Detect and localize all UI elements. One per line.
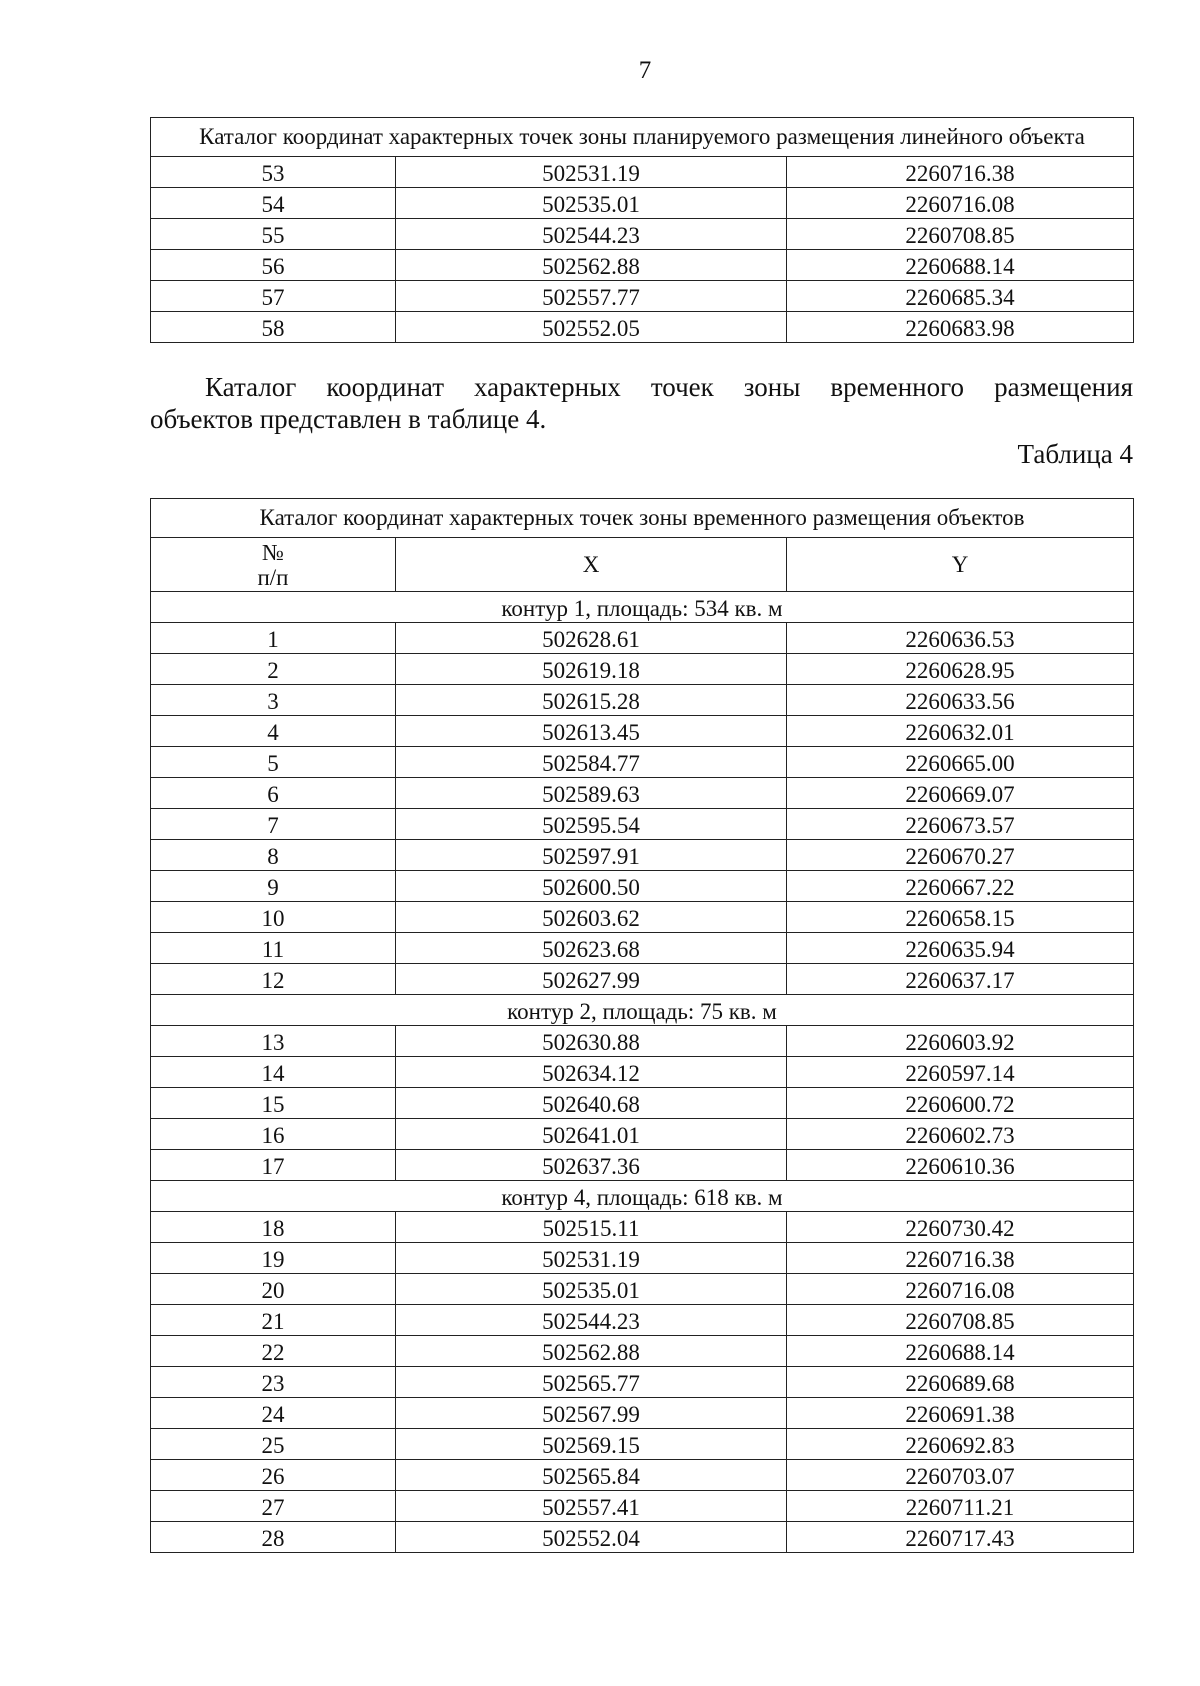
table-row (151, 1429, 1134, 1460)
x-coordinate-cell: 502531.19 (396, 1243, 787, 1274)
y-coordinate-cell: 2260688.14 (787, 1336, 1134, 1367)
table-row (151, 902, 1134, 933)
x-coordinate-cell: 502615.28 (396, 685, 787, 716)
y-coordinate-cell: 2260716.08 (787, 188, 1134, 219)
x-coordinate-cell: 502552.04 (396, 1522, 787, 1553)
table-caption-row (151, 118, 1134, 157)
point-number-cell: 53 (151, 157, 396, 188)
table-row (151, 840, 1134, 871)
y-coordinate-cell: 2260692.83 (787, 1429, 1134, 1460)
point-number-cell: 57 (151, 281, 396, 312)
x-coordinate-cell: 502627.99 (396, 964, 787, 995)
table-row (151, 219, 1134, 250)
point-number-cell: 5 (151, 747, 396, 778)
page-number: 7 (638, 57, 652, 84)
point-number-cell: 10 (151, 902, 396, 933)
y-coordinate-cell: 2260670.27 (787, 840, 1134, 871)
contour-label: контур 4, площадь: 618 кв. м (151, 1181, 1134, 1212)
x-coordinate-cell: 502640.68 (396, 1088, 787, 1119)
y-coordinate-cell: 2260602.73 (787, 1119, 1134, 1150)
table-row (151, 250, 1134, 281)
body-paragraph (150, 371, 1133, 435)
y-coordinate-cell: 2260603.92 (787, 1026, 1134, 1057)
point-number-cell: 26 (151, 1460, 396, 1491)
x-coordinate-cell: 502567.99 (396, 1398, 787, 1429)
x-coordinate-cell: 502569.15 (396, 1429, 787, 1460)
y-coordinate-cell: 2260673.57 (787, 809, 1134, 840)
table-row (151, 1522, 1134, 1553)
table-row (151, 1398, 1134, 1429)
x-coordinate-cell: 502535.01 (396, 1274, 787, 1305)
point-number-cell: 28 (151, 1522, 396, 1553)
y-coordinate-cell: 2260716.08 (787, 1274, 1134, 1305)
x-coordinate-cell: 502562.88 (396, 250, 787, 281)
y-coordinate-cell: 2260711.21 (787, 1491, 1134, 1522)
x-coordinate-cell: 502557.41 (396, 1491, 787, 1522)
table-row (151, 1057, 1134, 1088)
table-row (151, 1336, 1134, 1367)
y-coordinate-cell: 2260691.38 (787, 1398, 1134, 1429)
table-row (151, 188, 1134, 219)
y-coordinate-cell: 2260703.07 (787, 1460, 1134, 1491)
header-x: X (396, 538, 787, 592)
contour-header-row (151, 592, 1134, 623)
contour-header-row (151, 1181, 1134, 1212)
table-row (151, 1305, 1134, 1336)
table-row (151, 1274, 1134, 1305)
y-coordinate-cell: 2260658.15 (787, 902, 1134, 933)
header-number-sign: № (262, 539, 284, 565)
y-coordinate-cell: 2260628.95 (787, 654, 1134, 685)
x-coordinate-cell: 502535.01 (396, 188, 787, 219)
point-number-cell: 24 (151, 1398, 396, 1429)
y-coordinate-cell: 2260636.53 (787, 623, 1134, 654)
y-coordinate-cell: 2260610.36 (787, 1150, 1134, 1181)
point-number-cell: 6 (151, 778, 396, 809)
point-number-cell: 58 (151, 312, 396, 343)
point-number-cell: 18 (151, 1212, 396, 1243)
x-coordinate-cell: 502552.05 (396, 312, 787, 343)
coordinate-table-4 (150, 498, 1134, 1553)
x-coordinate-cell: 502565.84 (396, 1460, 787, 1491)
table-row (151, 778, 1134, 809)
header-number (151, 538, 396, 592)
table-row (151, 157, 1134, 188)
y-coordinate-cell: 2260667.22 (787, 871, 1134, 902)
table-caption: Каталог координат характерных точек зоны временного размещения объектов (151, 499, 1134, 538)
point-number-cell: 13 (151, 1026, 396, 1057)
table-header-row (151, 538, 1134, 592)
y-coordinate-cell: 2260689.68 (787, 1367, 1134, 1398)
paragraph-line-1: Каталог координат характерных точек зоны временного размещения (205, 372, 1133, 402)
point-number-cell: 9 (151, 871, 396, 902)
x-coordinate-cell: 502565.77 (396, 1367, 787, 1398)
x-coordinate-cell: 502628.61 (396, 623, 787, 654)
table-row (151, 1026, 1134, 1057)
y-coordinate-cell: 2260633.56 (787, 685, 1134, 716)
table-row (151, 1212, 1134, 1243)
x-coordinate-cell: 502619.18 (396, 654, 787, 685)
contour-label: контур 2, площадь: 75 кв. м (151, 995, 1134, 1026)
y-coordinate-cell: 2260708.85 (787, 1305, 1134, 1336)
table-row (151, 933, 1134, 964)
y-coordinate-cell: 2260669.07 (787, 778, 1134, 809)
coordinate-table-continued (150, 117, 1134, 343)
point-number-cell: 12 (151, 964, 396, 995)
table-row (151, 747, 1134, 778)
x-coordinate-cell: 502630.88 (396, 1026, 787, 1057)
table-row (151, 1088, 1134, 1119)
y-coordinate-cell: 2260597.14 (787, 1057, 1134, 1088)
x-coordinate-cell: 502584.77 (396, 747, 787, 778)
point-number-cell: 20 (151, 1274, 396, 1305)
point-number-cell: 54 (151, 188, 396, 219)
table-row (151, 1243, 1134, 1274)
x-coordinate-cell: 502634.12 (396, 1057, 787, 1088)
point-number-cell: 56 (151, 250, 396, 281)
contour-header-row (151, 995, 1134, 1026)
point-number-cell: 25 (151, 1429, 396, 1460)
table-row (151, 281, 1134, 312)
y-coordinate-cell: 2260716.38 (787, 1243, 1134, 1274)
table-caption-row (151, 499, 1134, 538)
x-coordinate-cell: 502562.88 (396, 1336, 787, 1367)
point-number-cell: 11 (151, 933, 396, 964)
y-coordinate-cell: 2260717.43 (787, 1522, 1134, 1553)
y-coordinate-cell: 2260688.14 (787, 250, 1134, 281)
x-coordinate-cell: 502515.11 (396, 1212, 787, 1243)
point-number-cell: 23 (151, 1367, 396, 1398)
header-y: Y (787, 538, 1134, 592)
y-coordinate-cell: 2260683.98 (787, 312, 1134, 343)
point-number-cell: 19 (151, 1243, 396, 1274)
table-row (151, 623, 1134, 654)
y-coordinate-cell: 2260637.17 (787, 964, 1134, 995)
table-caption: Каталог координат характерных точек зоны планируемого размещения линейного объекта (151, 118, 1134, 157)
y-coordinate-cell: 2260708.85 (787, 219, 1134, 250)
x-coordinate-cell: 502613.45 (396, 716, 787, 747)
point-number-cell: 7 (151, 809, 396, 840)
table-row (151, 654, 1134, 685)
table-row (151, 1460, 1134, 1491)
table-row (151, 809, 1134, 840)
x-coordinate-cell: 502603.62 (396, 902, 787, 933)
point-number-cell: 21 (151, 1305, 396, 1336)
y-coordinate-cell: 2260600.72 (787, 1088, 1134, 1119)
contour-label: контур 1, площадь: 534 кв. м (151, 592, 1134, 623)
y-coordinate-cell: 2260730.42 (787, 1212, 1134, 1243)
x-coordinate-cell: 502544.23 (396, 1305, 787, 1336)
table-row (151, 1119, 1134, 1150)
point-number-cell: 15 (151, 1088, 396, 1119)
table-row (151, 1150, 1134, 1181)
header-number-abbr: п/п (257, 564, 289, 590)
x-coordinate-cell: 502623.68 (396, 933, 787, 964)
y-coordinate-cell: 2260665.00 (787, 747, 1134, 778)
point-number-cell: 1 (151, 623, 396, 654)
point-number-cell: 14 (151, 1057, 396, 1088)
y-coordinate-cell: 2260685.34 (787, 281, 1134, 312)
x-coordinate-cell: 502557.77 (396, 281, 787, 312)
point-number-cell: 22 (151, 1336, 396, 1367)
y-coordinate-cell: 2260635.94 (787, 933, 1134, 964)
point-number-cell: 17 (151, 1150, 396, 1181)
x-coordinate-cell: 502641.01 (396, 1119, 787, 1150)
point-number-cell: 55 (151, 219, 396, 250)
table-label: Таблица 4 (1017, 439, 1133, 469)
y-coordinate-cell: 2260716.38 (787, 157, 1134, 188)
point-number-cell: 16 (151, 1119, 396, 1150)
table-row (151, 964, 1134, 995)
table-row (151, 716, 1134, 747)
point-number-cell: 4 (151, 716, 396, 747)
point-number-cell: 27 (151, 1491, 396, 1522)
x-coordinate-cell: 502597.91 (396, 840, 787, 871)
x-coordinate-cell: 502600.50 (396, 871, 787, 902)
table-row (151, 1491, 1134, 1522)
table-row (151, 312, 1134, 343)
table-row (151, 1367, 1134, 1398)
x-coordinate-cell: 502637.36 (396, 1150, 787, 1181)
x-coordinate-cell: 502595.54 (396, 809, 787, 840)
table-row (151, 871, 1134, 902)
table-row (151, 685, 1134, 716)
x-coordinate-cell: 502531.19 (396, 157, 787, 188)
y-coordinate-cell: 2260632.01 (787, 716, 1134, 747)
point-number-cell: 2 (151, 654, 396, 685)
paragraph-line-2: объектов представлен в таблице 4. (150, 404, 547, 434)
point-number-cell: 8 (151, 840, 396, 871)
x-coordinate-cell: 502544.23 (396, 219, 787, 250)
x-coordinate-cell: 502589.63 (396, 778, 787, 809)
point-number-cell: 3 (151, 685, 396, 716)
